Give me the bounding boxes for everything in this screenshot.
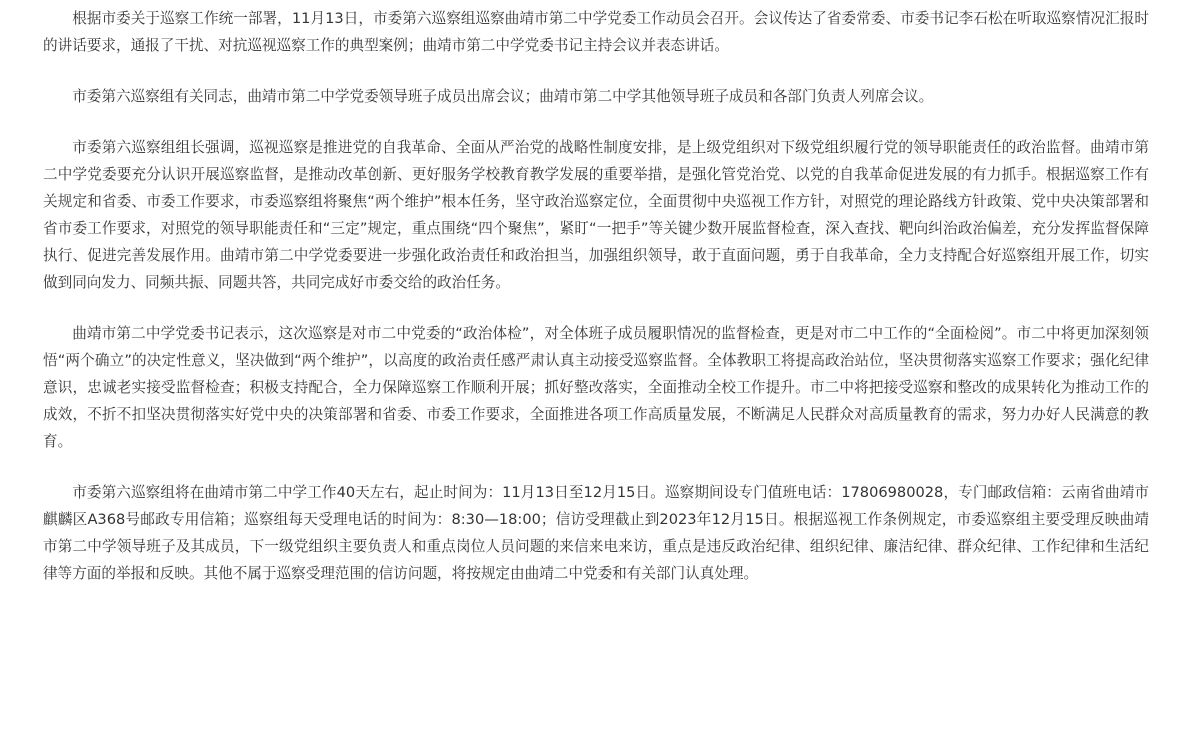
paragraph-attendees: 市委第六巡察组有关同志，曲靖市第二中学党委领导班子成员出席会议；曲靖市第二中学其他领导班子成员和各部门负责人列席会议。 (72, 88, 934, 105)
paragraph-leader-remarks: 市委第六巡察组组长强调，巡视巡察是推进党的自我革命、全面从严治党的战略性制度安排，是上级党组织对下级党组织履行党的领导职能责任的政治监督。曲靖市第二中学党委要充分认识开展巡察监督，是推动改革创新、更好服务学校教育教学发展的重要举措，是强化管党治党、以党的自我革命促进发展的有力抓手。根据巡察工作有关规定和省委、市委工作要求，市委巡察组将聚焦“两个维护”根本任务，坚守政治巡察定位，全面贯彻中央巡视工作方针，对照党的理论路线方针政策、党中央决策部署和省市委工作要求，对照党的领导职能责任和“三定”规定，重点围绕“四个聚焦”，紧盯“一把手”等关键少数开展监督检查，深入查找、靶向纠治政治偏差，充分发挥监督保障执行、促进完善发展作用。曲靖市第二中学党委要进一步强化政治责任和政治担当，加强组织领导，敢于直面问题，勇于自我革命，全力支持配合好巡察组开展工作，切实做到同向发力、同频共振、同题共答，共同完成好市委交给的政治任务。 (43, 139, 1149, 291)
paragraph-inspection-contact-info: 市委第六巡察组将在曲靖市第二中学工作40天左右，起止时间为：11月13日至12月15日。巡察期间设专门值班电话：17806980028，专门邮政信箱：云南省曲靖市麒麟区A368号邮政专用信箱；巡察组每天受理电话的时间为：8:30—18:00；信访受理截止到2023年12月15日。根据巡视工作条例规定，市委巡察组主要受理反映曲靖市第二中学领导班子及其成员，下一级党组织主要负责人和重点岗位人员问题的来信来电来访，重点是违反政治纪律、组织纪律、廉洁纪律、群众纪律、工作纪律和生活纪律等方面的举报和反映。其他不属于巡察受理范围的信访问题，将按规定由曲靖二中党委和有关部门认真处理。 (43, 484, 1149, 582)
paragraph-party-secretary-statement: 曲靖市第二中学党委书记表示，这次巡察是对市二中党委的“政治体检”，对全体班子成员履职情况的监督检查，更是对市二中工作的“全面检阅”。市二中将更加深刻领悟“两个确立”的决定性意义，坚决做到“两个维护”，以高度的政治责任感严肃认真主动接受巡察监督。全体教职工将提高政治站位，坚决贯彻落实巡察工作要求；强化纪律意识，忠诚老实接受监督检查；积极支持配合，全力保障巡察工作顺利开展；抓好整改落实，全面推动全校工作提升。市二中将把接受巡察和整改的成果转化为推动工作的成效，不折不扣坚决贯彻落实好党中央的决策部署和省委、市委工作要求，全面推进各项工作高质量发展，不断满足人民群众对高质量教育的需求，努力办好人民满意的教育。 (43, 325, 1149, 450)
paragraph-meeting-held: 根据市委关于巡察工作统一部署，11月13日，市委第六巡察组巡察曲靖市第二中学党委工作动员会召开。会议传达了省委常委、市委书记李石松在听取巡察情况汇报时的讲话要求，通报了干扰、对抗巡视巡察工作的典型案例；曲靖市第二中学党委书记主持会议并表态讲话。 (43, 10, 1149, 54)
